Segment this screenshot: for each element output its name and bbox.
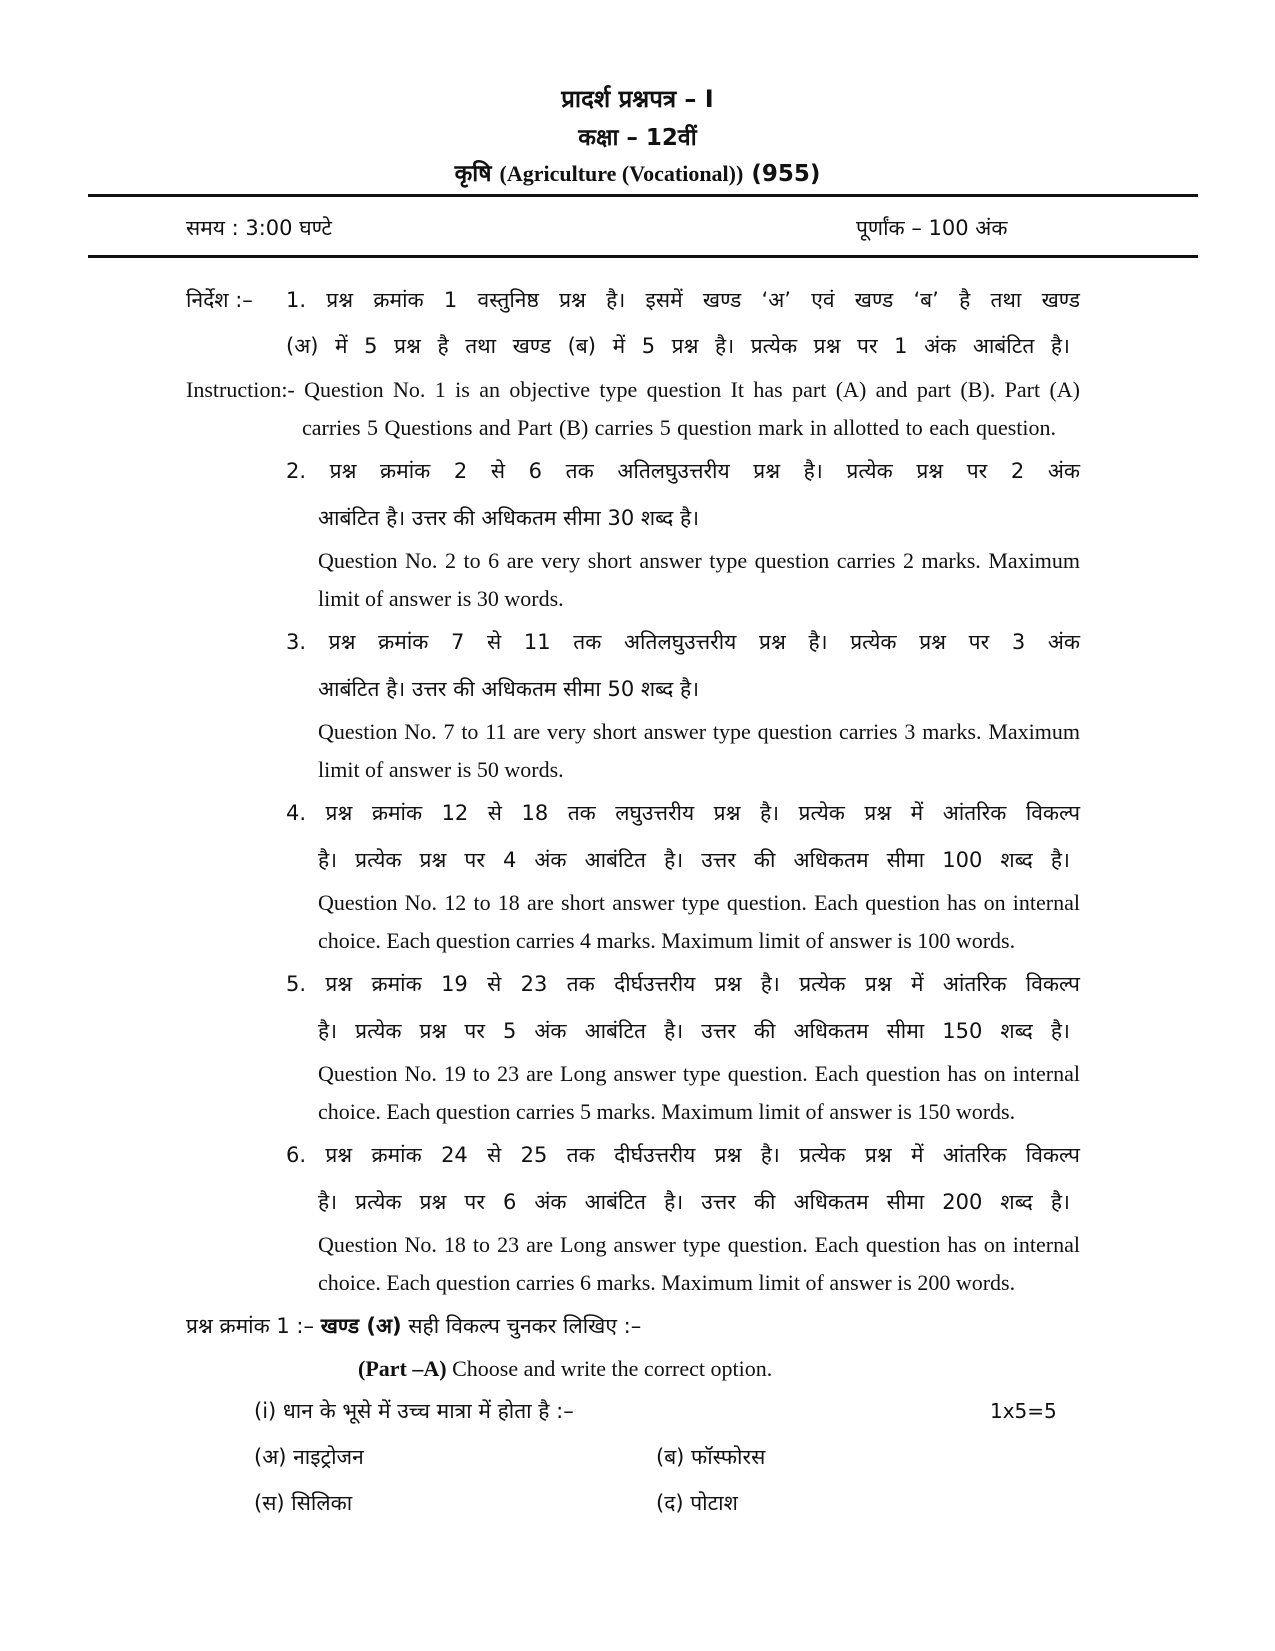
paper-title: प्रादर्श प्रश्नपत्र – I [561,85,714,113]
instruction-1-hindi-line1: 1. प्रश्न क्रमांक 1 वस्तुनिष्ठ प्रश्न है। इसमें खण्ड ‘अ’ एवं खण्ड ‘ब’ है तथा खण्ड [286,288,1080,312]
bottom-rule [88,255,1198,258]
instruction-1-english-line1: Instruction:- Question No. 1 is an objective type question It has part (A) and part (B). Part (A) [186,377,1080,402]
sub-question-i: (i) धान के भूसे में उच्च मात्रा में होता है :– [254,1399,574,1423]
instruction-5-hindi-line1: 5. प्रश्न क्रमांक 19 से 23 तक दीर्घउत्तरीय प्रश्न है। प्रत्येक प्रश्न में आंतरिक विकल्प [286,972,1080,996]
instruction-6-english-line2: choice. Each question carries 6 marks. Maximum limit of answer is 200 words. [318,1270,1016,1295]
subject-title [0,156,1275,188]
part-a-label: (Part –A) [358,1356,447,1381]
instruction-1-hindi-line2: (अ) में 5 प्रश्न है तथा खण्ड (ब) में 5 प्रश्न है। प्रत्येक प्रश्न पर 1 अंक आबंटित है। [286,334,1070,358]
question-marks: 1x5=5 [990,1399,1057,1423]
question-1-part-label: खण्ड (अ) [320,1314,402,1338]
part-a-english [358,1356,772,1382]
question-1-prefix: प्रश्न क्रमांक 1 :– [186,1314,315,1338]
time-allowed: समय : 3:00 घण्टे [186,216,332,240]
top-rule [88,194,1198,197]
instruction-2-hindi-line1: 2. प्रश्न क्रमांक 2 से 6 तक अतिलघुउत्तरीय प्रश्न है। प्रत्येक प्रश्न पर 2 अंक [286,459,1080,483]
subject-english: (Agriculture (Vocational)) [499,161,744,186]
class-title: कक्षा – 12वीं [578,125,697,151]
instruction-2-english-line1: Question No. 2 to 6 are very short answer type question carries 2 marks. Maximum [318,548,1080,573]
instruction-6-hindi-line1: 6. प्रश्न क्रमांक 24 से 25 तक दीर्घउत्तरीय प्रश्न है। प्रत्येक प्रश्न में आंतरिक विकल्प [286,1143,1080,1167]
option-c: (स) सिलिका [254,1491,353,1515]
instruction-6-english-line1: Question No. 18 to 23 are Long answer type question. Each question has on internal [318,1232,1080,1257]
subject-hindi: कृषि [454,161,492,187]
option-b: (ब) फॉस्फोरस [656,1445,766,1469]
option-d: (द) पोटाश [656,1491,738,1515]
instruction-4-english-line1: Question No. 12 to 18 are short answer type question. Each question has on internal [318,890,1080,915]
instruction-5-english-line2: choice. Each question carries 5 marks. Maximum limit of answer is 150 words. [318,1099,1016,1124]
instruction-3-hindi-line2: आबंटित है। उत्तर की अधिकतम सीमा 50 शब्द है। [318,677,700,701]
instruction-label: निर्देश :– [186,288,253,312]
subject-code: (955) [751,161,821,187]
instruction-2-english-line2: limit of answer is 30 words. [318,586,564,611]
question-1-instruction: सही विकल्प चुनकर लिखिए :– [408,1314,642,1338]
instruction-3-english-line2: limit of answer is 50 words. [318,757,564,782]
instruction-3-english-line1: Question No. 7 to 11 are very short answer type question carries 3 marks. Maximum [318,719,1080,744]
instruction-1-english-line2: carries 5 Questions and Part (B) carries 5 question mark in allotted to each question. [302,415,1056,440]
instruction-4-hindi-line2: है। प्रत्येक प्रश्न पर 4 अंक आबंटित है। उत्तर की अधिकतम सीमा 100 शब्द है। [318,848,1070,872]
instruction-5-hindi-line2: है। प्रत्येक प्रश्न पर 5 अंक आबंटित है। उत्तर की अधिकतम सीमा 150 शब्द है। [318,1019,1070,1043]
option-a: (अ) नाइट्रोजन [254,1445,364,1469]
instruction-6-hindi-line2: है। प्रत्येक प्रश्न पर 6 अंक आबंटित है। उत्तर की अधिकतम सीमा 200 शब्द है। [318,1190,1070,1214]
instruction-2-hindi-line2: आबंटित है। उत्तर की अधिकतम सीमा 30 शब्द है। [318,506,700,530]
question-1-heading [186,1312,641,1340]
part-a-text: Choose and write the correct option. [452,1356,773,1381]
instruction-5-english-line1: Question No. 19 to 23 are Long answer type question. Each question has on internal [318,1061,1080,1086]
instruction-4-english-line2: choice. Each question carries 4 marks. Maximum limit of answer is 100 words. [318,928,1016,953]
instruction-3-hindi-line1: 3. प्रश्न क्रमांक 7 से 11 तक अतिलघुउत्तरीय प्रश्न है। प्रत्येक प्रश्न पर 3 अंक [286,630,1080,654]
max-marks: पूर्णांक – 100 अंक [856,216,1008,240]
instruction-4-hindi-line1: 4. प्रश्न क्रमांक 12 से 18 तक लघुउत्तरीय प्रश्न है। प्रत्येक प्रश्न में आंतरिक विकल्प [286,801,1080,825]
